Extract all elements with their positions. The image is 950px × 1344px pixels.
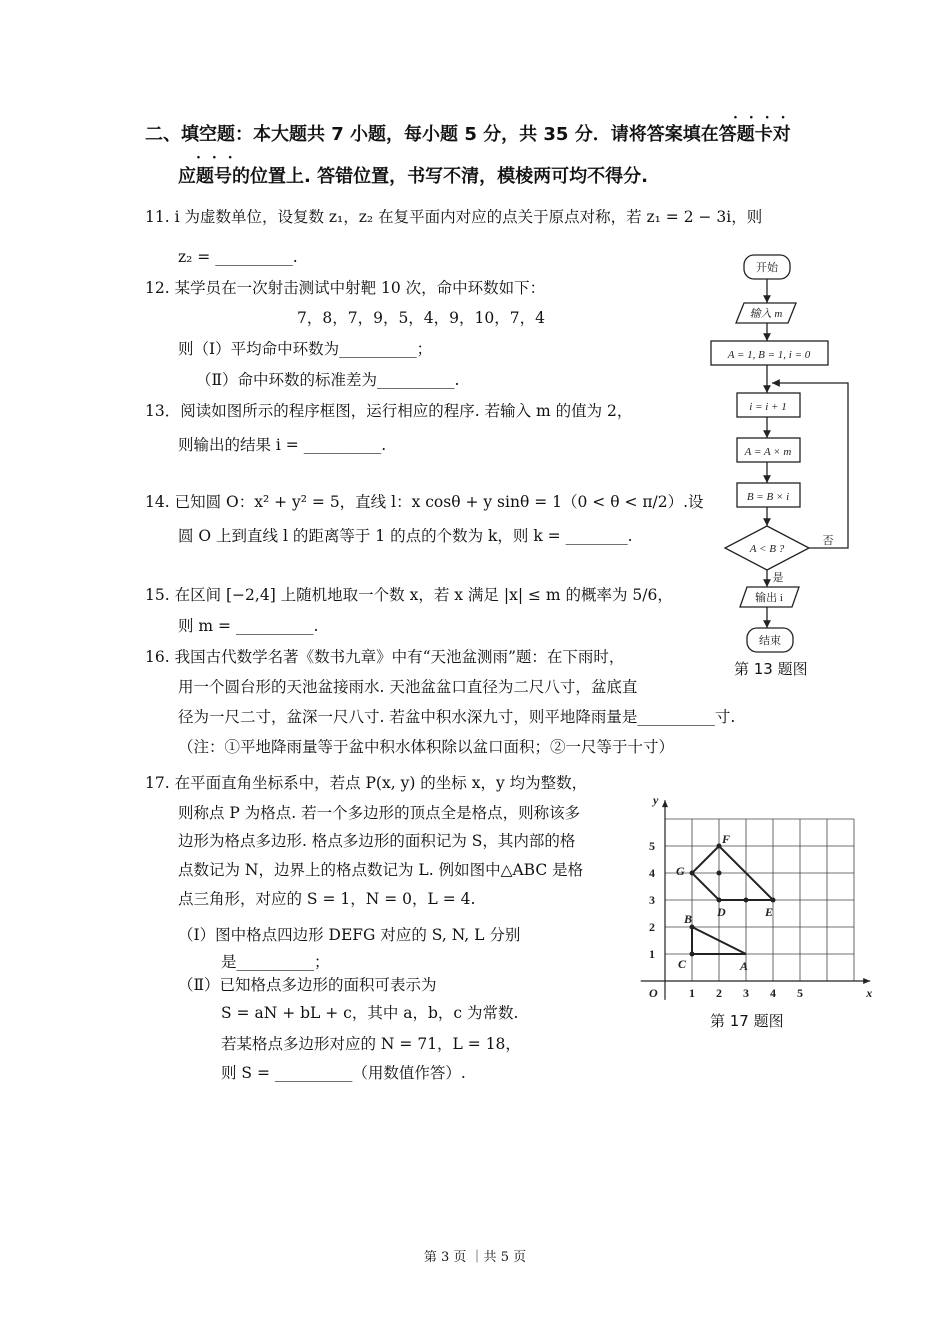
point-label-g: G [676, 864, 685, 878]
q11-line: z₂ = __________. [178, 248, 298, 266]
q11-line: 11. i 为虚数单位，设复数 z₁，z₂ 在复平面内对应的点关于原点对称，若 z₁ = 2 − 3i，则 [145, 208, 763, 226]
y-axis-label: y [653, 793, 659, 808]
q13-line: 则输出的结果 i = __________. [178, 436, 387, 454]
q12-data: 7，8，7，9，5，4，9，10，7，4 [297, 309, 545, 327]
lattice-point [717, 898, 722, 903]
point-label-d: D [717, 905, 726, 919]
point-label-e: E [765, 905, 774, 919]
section-header-line2: 应题号的位置上. 答错位置，书写不清，模棱两可均不得分. [178, 166, 648, 187]
q17-line: S = aN + bL + c，其中 a，b，c 为常数. [221, 1004, 519, 1022]
q12-line: 12. 某学员在一次射击测试中射靶 10 次，命中环数如下： [145, 279, 546, 297]
no-label: 否 [822, 535, 834, 547]
q17-line: 是__________； [221, 953, 330, 971]
q17-line: 则称点 P 为格点. 若一个多边形的顶点全是格点，则称该多 [178, 804, 581, 822]
q17-line: （Ⅱ）已知格点多边形的面积可表示为 [178, 976, 437, 994]
q14-line: 圆 O 上到直线 l 的距离等于 1 的点的个数为 k，则 k = ________. [178, 527, 633, 545]
q17-line: 则 S = __________（用数值作答）. [221, 1064, 466, 1082]
x-tick-label: 5 [797, 986, 803, 1000]
input-label: 输入 m [749, 308, 783, 320]
x-tick-label: 4 [770, 986, 776, 1000]
point-label-a: A [740, 959, 749, 973]
q12-line: 则（Ⅰ）平均命中环数为__________； [178, 340, 433, 358]
y-tick-label: 5 [649, 839, 655, 853]
step1-label: i = i + 1 [749, 401, 787, 413]
q16-line: 用一个圆台形的天池盆接雨水. 天池盆盆口直径为二尺八寸，盆底直 [178, 678, 638, 696]
x-axis-label: x [866, 986, 873, 1000]
page-footer: 第 3 页 ｜共 5 页 [423, 1250, 527, 1265]
q14-line: 14. 已知圆 O：x² + y² = 5，直线 l：x cosθ + y sinθ = 1（0 < θ < π/2）.设 [145, 493, 704, 511]
q17-line: （Ⅰ）图中格点四边形 DEFG 对应的 S, N, L 分别 [178, 926, 521, 944]
q16-line: 径为一尺二寸，盆深一尺八寸. 若盆中积水深九寸，则平地降雨量是__________寸. [178, 708, 736, 726]
emphasis-dots: ···· [733, 110, 797, 126]
q16-note: （注：①平地降雨量等于盆中积水体积除以盆口面积；②一尺等于十寸） [178, 738, 675, 756]
lattice-point [744, 898, 749, 903]
x-tick-label: 1 [689, 986, 695, 1000]
lattice-point [690, 952, 695, 957]
x-arrow-icon [863, 978, 870, 984]
q17-line: 若某格点多边形对应的 N = 71，L = 18， [221, 1035, 521, 1053]
lattice-point [771, 898, 776, 903]
lattice-figure [635, 785, 875, 1000]
point-label-b: B [684, 912, 693, 926]
x-tick-label: 3 [743, 986, 749, 1000]
point-label-f: F [722, 832, 731, 846]
init-label: A = 1, B = 1, i = 0 [727, 349, 811, 361]
condition-label: A < B ? [749, 543, 785, 555]
q17-line: 点三角形，对应的 S = 1，N = 0，L = 4. [178, 890, 476, 908]
q17-line: 边形为格点多边形. 格点多边形的面积记为 S，其内部的格 [178, 832, 576, 850]
lattice-point [717, 844, 722, 849]
q15-line: 15. 在区间 [−2,4] 上随机地取一个数 x，若 x 满足 |x| ≤ m 的概率为 5/6， [145, 586, 673, 604]
step3-label: B = B × i [746, 491, 790, 503]
origin-label: O [649, 986, 658, 1000]
emphasis-dots: ··· [196, 150, 244, 166]
end-label: 结束 [759, 635, 781, 647]
y-arrow-icon [662, 800, 668, 807]
yes-label: 是 [772, 572, 784, 584]
y-tick-label: 4 [649, 866, 655, 880]
step2-label: A = A × m [744, 446, 792, 458]
flowchart-figure [700, 245, 880, 655]
y-tick-label: 2 [649, 920, 655, 934]
q15-line: 则 m = __________. [178, 617, 319, 635]
lattice-point [717, 871, 722, 876]
q12-line: （Ⅱ）命中环数的标准差为__________. [196, 371, 460, 389]
point-label-c: C [678, 957, 687, 971]
output-label: 输出 i [755, 592, 783, 604]
q17-line: 17. 在平面直角坐标系中，若点 P(x, y) 的坐标 x，y 均为整数， [145, 774, 588, 792]
q16-line: 16. 我国古代数学名著《数书九章》中有“天池盆测雨”题：在下雨时， [145, 648, 625, 666]
q17-line: 点数记为 N，边界上的格点数记为 L. 例如图中△ABC 是格 [178, 861, 584, 879]
flowchart-caption: 第 13 题图 [734, 660, 808, 678]
y-tick-label: 1 [649, 947, 655, 961]
y-tick-label: 3 [649, 893, 655, 907]
q13-line: 13．阅读如图所示的程序框图，运行相应的程序. 若输入 m 的值为 2， [145, 402, 633, 420]
x-tick-label: 2 [716, 986, 722, 1000]
section-header-line1: 二、填空题：本大题共 7 小题，每小题 5 分，共 35 分．请将答案填在答题卡对 [145, 124, 791, 145]
start-label: 开始 [756, 262, 778, 274]
lattice-point [690, 871, 695, 876]
grid-caption: 第 17 题图 [710, 1012, 784, 1030]
